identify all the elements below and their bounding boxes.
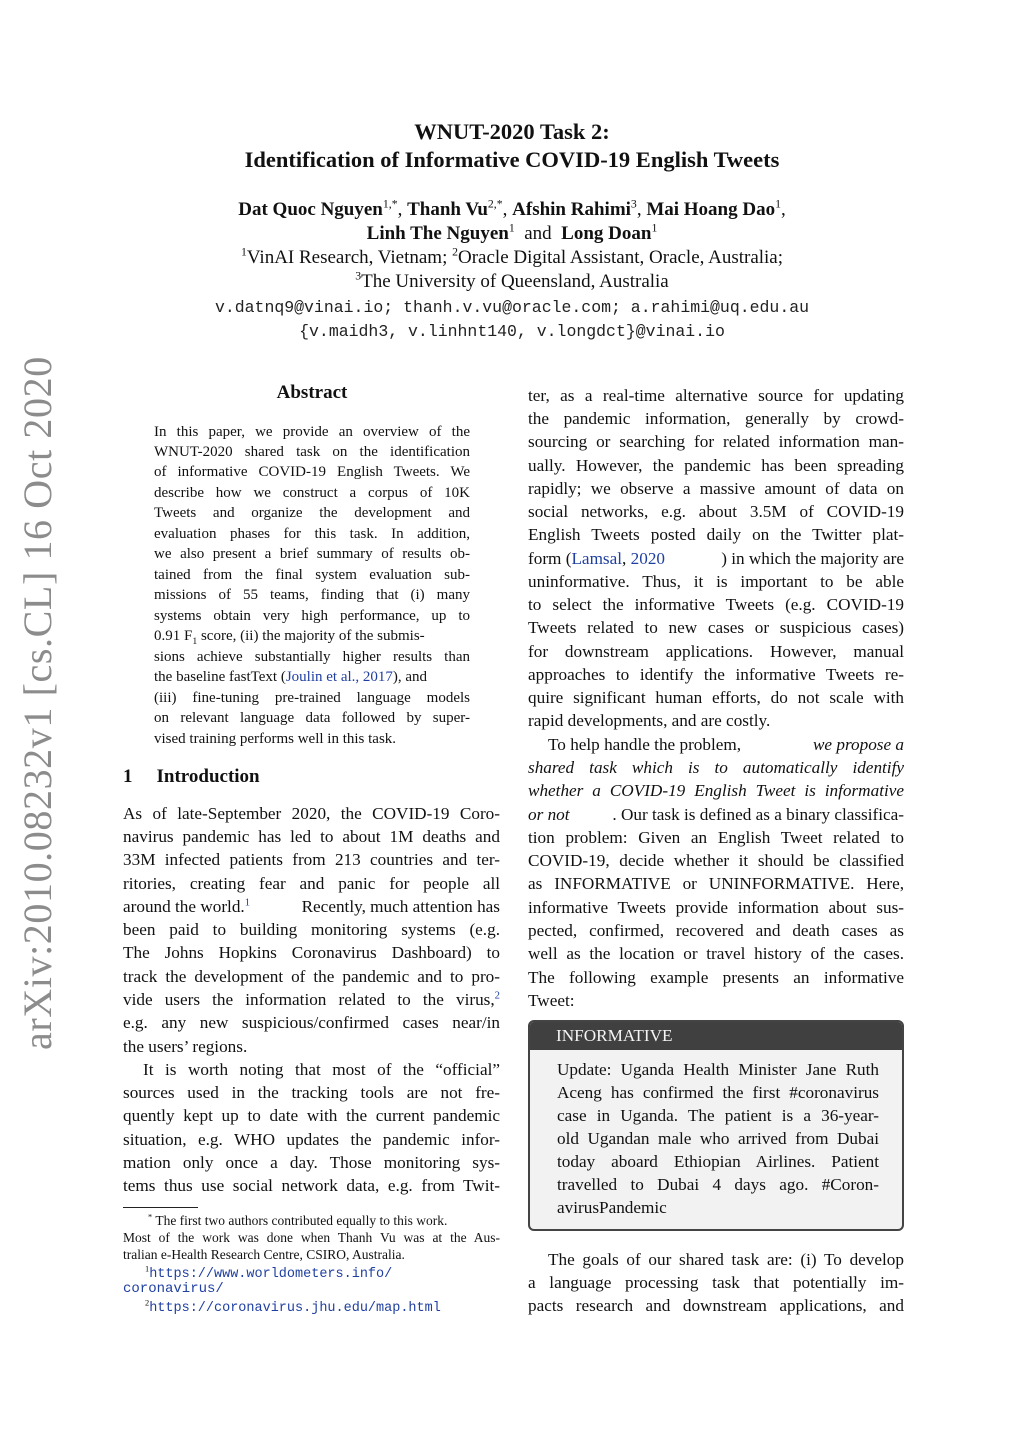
author-conjunction: and <box>524 223 552 244</box>
example-line: old Ugandan male who arrived from Dubai <box>557 1129 879 1148</box>
body-line: as INFORMATIVE or UNINFORMATIVE. Here, <box>528 874 904 893</box>
footnote-url-link[interactable]: coronavirus/ <box>123 1281 224 1297</box>
body-line: The following example presents an informative <box>528 968 904 987</box>
body-line: pected, confirmed, recovered and death cases as <box>528 921 904 940</box>
example-line: avirusPandemic <box>557 1198 667 1217</box>
abstract-text: ), and <box>392 669 428 685</box>
body-line: sourcing or searching for related information man- <box>528 432 904 451</box>
abstract-line: on relevant language data followed by super- <box>154 710 470 726</box>
abstract-line: (iii) fine-tuning pre-trained language models <box>154 690 470 706</box>
body-line: the users’ regions. <box>123 1037 248 1056</box>
footnote-mark: * <box>148 1212 153 1222</box>
body-line <box>548 734 904 756</box>
footnote-rule <box>123 1207 198 1208</box>
abstract-line: describe how we construct a corpus of 10K <box>154 485 470 501</box>
body-line: rapid developments, and are costly. <box>528 711 771 730</box>
body-line <box>123 896 500 918</box>
abstract-heading: Abstract <box>276 382 348 403</box>
body-text: , <box>622 549 631 568</box>
title-line-2: Identification of Informative COVID-19 English Tweets <box>244 147 780 172</box>
email-line-1: v.datnq9@vinai.io; thanh.v.vu@oracle.com; a.rahimi@uq.edu.au <box>214 298 810 317</box>
footnote-star <box>148 1212 500 1229</box>
affiliation-mark: 2 <box>452 245 458 259</box>
body-text: vide users the information related to the virus, <box>123 990 495 1009</box>
body-line: shared task which is to automatically identify <box>528 758 904 777</box>
author-affiliation-mark: 1 <box>651 221 658 235</box>
body-text: ) in which the majority are <box>721 549 904 568</box>
body-line: tion problem: Given an English Tweet related to <box>528 828 904 847</box>
author-name: Long Doan <box>561 223 652 244</box>
body-line: track the development of the pandemic and to pro- <box>123 967 500 986</box>
body-text: . Our task is defined as a binary classifica- <box>612 805 904 824</box>
body-line: uninformative. Thus, it is important to be able <box>528 572 904 591</box>
body-line: situation, e.g. WHO updates the pandemic infor- <box>123 1130 500 1149</box>
section-heading <box>123 766 284 788</box>
body-line: ter, as a real-time alternative source for updating <box>528 386 904 405</box>
body-line: a language processing task that potentially im- <box>528 1273 904 1292</box>
example-line: case in Uganda. The patient is a 36-year- <box>557 1106 879 1125</box>
body-line: As of late-September 2020, the COVID-19 Coro- <box>123 804 500 823</box>
body-line: rapidly; we observe a massive amount of data on <box>528 479 904 498</box>
body-line: to select the informative Tweets (e.g. COVID-19 <box>528 595 904 614</box>
example-line: today aboard Ethiopian Airlines. Patient <box>557 1152 879 1171</box>
affiliations <box>0 246 1024 294</box>
abstract-line: tained from the final system evaluation sub- <box>154 567 470 583</box>
body-text: To help handle the problem, <box>548 735 742 754</box>
abstract-line: Tweets and organize the development and <box>154 505 470 521</box>
f1-subscript: 1 <box>192 636 198 647</box>
footnote-2-link[interactable]: 2 <box>494 990 500 1002</box>
citation-link[interactable]: Lamsal <box>571 549 623 568</box>
author-name: Linh The Nguyen <box>366 223 509 244</box>
body-line <box>528 804 904 826</box>
body-line: English Tweets posted daily on the Twitter plat- <box>528 525 904 544</box>
body-line: It is worth noting that most of the “official” <box>143 1060 500 1079</box>
footnote-line: tralian e-Health Research Centre, CSIRO, Australia. <box>123 1247 405 1262</box>
body-text: around the world. <box>123 897 245 916</box>
affiliation: The University of Queensland, Australia <box>361 271 669 292</box>
body-line: social networks, e.g. about 3.5M of COVID-19 <box>528 502 904 521</box>
body-text: form ( <box>528 549 572 568</box>
author-affiliation-mark: 1,* <box>382 197 398 211</box>
author-emails <box>0 296 1024 344</box>
body-line: the pandemic information, generally by crowd- <box>528 409 904 428</box>
author-list: Dat Quoc Nguyen$^{1,*}$, Thanh $Vu^{2,*}$, Afshin Rahimi$^3$, Mai Hoang Dao$^1$, Linh The Nguyen$^1$ and Long Doan$^1$ <box>238 197 786 244</box>
arxiv-identifier-stamp: arXiv:2010.08232v1 [cs.CL] 16 Oct 2020 <box>15 356 60 1050</box>
abstract-line: systems obtain very high performance, up to <box>154 608 470 624</box>
body-text-italic: we propose a <box>812 735 904 754</box>
body-line <box>528 548 904 570</box>
abstract-line: In this paper, we provide an overview of the <box>154 424 470 440</box>
body-line: Tweet: <box>528 991 575 1010</box>
body-line: well as the location or travel history of the cases. <box>528 944 904 963</box>
body-line: pacts research and downstream applications, and <box>528 1296 904 1315</box>
abstract-line: we also present a brief summary of results ob- <box>154 546 470 562</box>
footnote-url-link[interactable]: https://www.worldometers.info/ <box>149 1267 393 1282</box>
paper-title <box>0 118 1024 174</box>
footnote-2 <box>145 1298 522 1317</box>
body-line: mation only once a day. Those monitoring sys- <box>123 1153 500 1172</box>
body-line: navirus pandemic has led to about 1M deaths and <box>123 827 500 846</box>
abstract-text: 0.91 F <box>154 628 193 644</box>
body-line: approaches to identify the informative Tweets re- <box>528 665 904 684</box>
body-line: ritories, creating fear and panic for people all <box>123 874 500 893</box>
citation-link[interactable]: Joulin et al., 2017 <box>285 669 393 685</box>
example-tweet-box <box>528 1020 904 1231</box>
footnote-1-link[interactable]: 1 <box>244 897 251 909</box>
citation-year-link[interactable]: 2020 <box>630 549 665 568</box>
footnote-mark: 1 <box>145 1264 150 1274</box>
author-affiliation-mark: 3 <box>630 197 637 211</box>
body-text: Recently, much attention has <box>301 897 500 916</box>
abstract-line <box>154 668 470 686</box>
affiliation: VinAI Research, Vietnam; <box>246 247 448 268</box>
author-affiliation-mark: 1 <box>775 197 781 211</box>
body-line: quire significant human efforts, do not scale with <box>528 688 904 707</box>
body-line: sources used in the tracking tools are not fre- <box>123 1083 500 1102</box>
abstract-text: the baseline fastText ( <box>154 669 286 685</box>
abstract-text: score, (ii) the majority of the submis- <box>197 628 425 644</box>
body-line <box>123 989 500 1011</box>
body-line: 33M infected patients from 213 countries and ter- <box>123 850 500 869</box>
section-title: Introduction <box>156 766 260 787</box>
abstract-line: vised training performs well in this task. <box>154 731 397 747</box>
body-line: been paid to building monitoring systems (e.g. <box>123 920 500 939</box>
footnote-url-link[interactable]: https://coronavirus.jhu.edu/map.html <box>149 1301 441 1316</box>
affiliation-mark: 3 <box>355 269 362 283</box>
body-text-italic: or not <box>528 805 570 824</box>
author-name: Afshin Rahimi <box>512 199 631 220</box>
footnote-mark: 2 <box>145 1298 150 1308</box>
author-name: Mai Hoang Dao <box>646 199 776 220</box>
section-number: 1 <box>123 766 133 787</box>
author-name: Thanh Vu <box>407 199 488 220</box>
affiliation-mark: 1 <box>240 245 247 259</box>
abstract-line: missions of 55 teams, finding that (i) many <box>154 587 470 603</box>
abstract-line: WNUT-2020 shared task on the identification <box>154 444 470 460</box>
example-line: Update: Uganda Health Minister Jane Ruth <box>557 1060 879 1079</box>
body-line: informative Tweets provide information about sus- <box>528 898 904 917</box>
body-line: e.g. any new suspicious/confirmed cases near/in <box>123 1013 500 1032</box>
title-line-1: WNUT-2020 Task 2: <box>414 119 610 144</box>
example-line: travelled to Dubai 4 days ago. #Coron- <box>557 1175 879 1194</box>
email-line-2: {v.maidh3, v.linhnt140, v.longdct}@vinai.io <box>299 322 725 341</box>
author-affiliation-mark: 2,* <box>487 197 503 211</box>
body-line: tems thus use social network data, e.g. from Twit- <box>123 1176 500 1195</box>
body-line: COVID-19, decide whether it should be classified <box>528 851 904 870</box>
author-affiliation-mark: 1 <box>508 221 515 235</box>
footnote-line: Most of the work was done when Thanh Vu was at the Aus- <box>123 1230 500 1245</box>
abstract-line: sions achieve substantially higher results than <box>154 649 470 665</box>
body-line: for downstream applications. However, manual <box>528 642 904 661</box>
footnote-text: The first two authors contributed equally to this work. <box>152 1213 448 1228</box>
body-line: ually. However, the pandemic has been spreading <box>528 456 904 475</box>
abstract-line: of informative COVID-19 English Tweets. We <box>154 464 470 480</box>
body-line: The goals of our shared task are: (i) To develop <box>548 1250 904 1269</box>
author-name: Dat Quoc Nguyen <box>238 199 383 220</box>
example-line: Aceng has confirmed the first #coronavirus <box>557 1083 879 1102</box>
body-line: The Johns Hopkins Coronavirus Dashboard) to <box>123 943 500 962</box>
affiliation: Oracle Digital Assistant, Oracle, Australia; <box>458 247 784 268</box>
body-line: quently kept up to date with the current pandemic <box>123 1106 500 1125</box>
body-line: Tweets related to new cases or suspicious cases) <box>528 618 904 637</box>
body-line: whether a COVID-19 English Tweet is informative <box>528 781 904 800</box>
abstract-line: evaluation phases for this task. In addition, <box>154 526 470 542</box>
example-label: INFORMATIVE <box>530 1022 902 1050</box>
